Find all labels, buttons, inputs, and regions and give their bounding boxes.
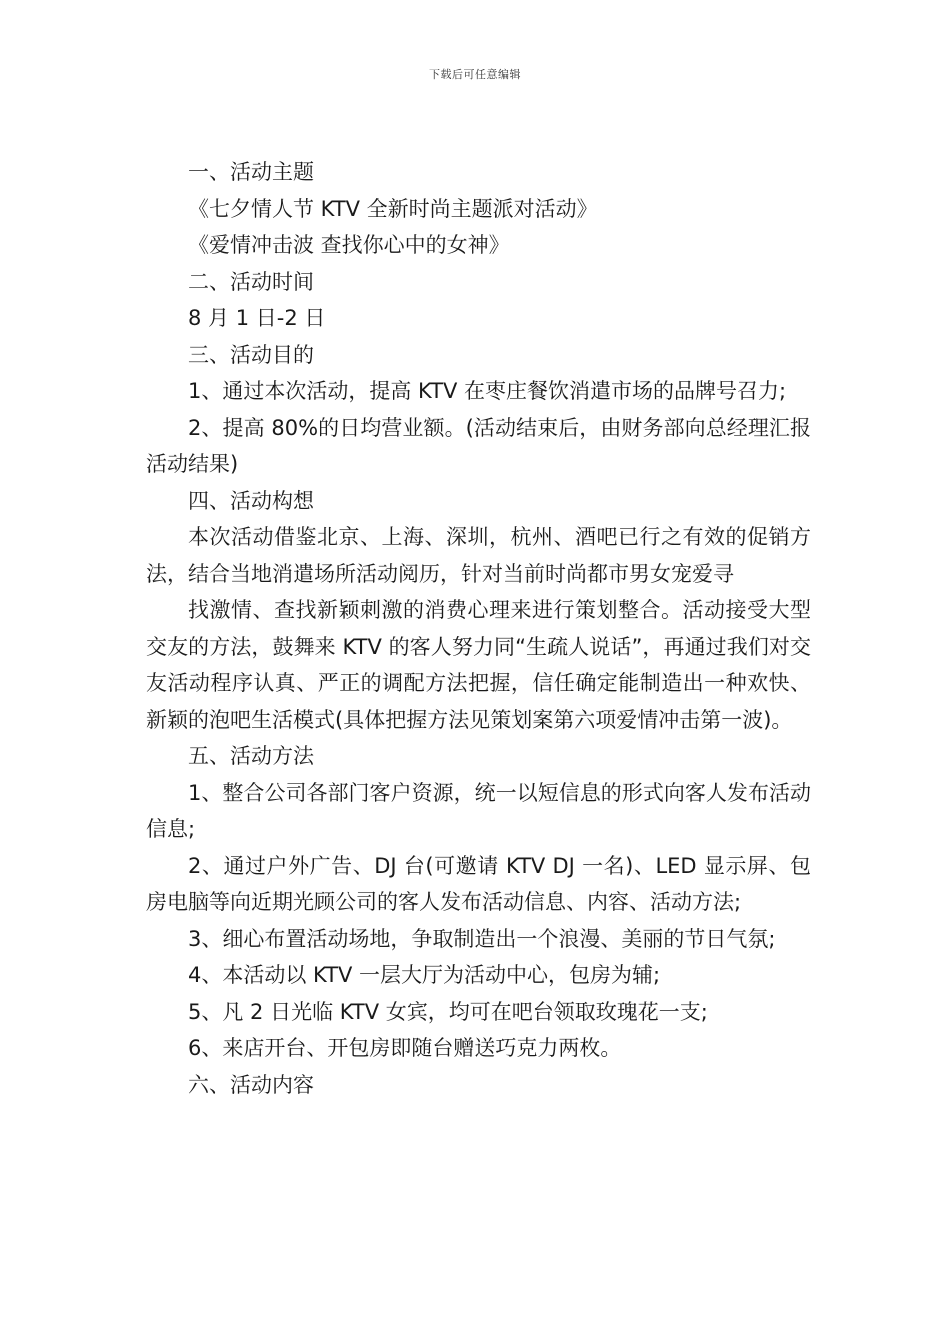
paragraph: 4、本活动以 KTV 一层大厅为活动中心，包房为辅;: [188, 963, 661, 987]
section-heading: 三、活动目的: [188, 342, 314, 367]
paragraph: 2、提高 80%的日均营业额。(活动结束后，由财务部向总经理汇报活动结果): [146, 415, 811, 476]
paragraph: 5、凡 2 日光临 KTV 女宾，均可在吧台领取玫瑰花一支;: [188, 999, 708, 1024]
document-body: [146, 154, 811, 1103]
paragraph: 《七夕情人节 KTV 全新时尚主题派对活动》: [188, 196, 598, 221]
paragraph: 8 月 1 日-2 日: [188, 306, 326, 330]
paragraph: 6、来店开台、开包房即随台赠送巧克力两枚。: [188, 1036, 622, 1060]
header-note: 下载后可任意编辑: [429, 68, 521, 81]
paragraph: 找激情、查找新颖刺激的消费心理来进行策划整合。活动接受大型交友的方法，鼓舞来 KTV 的客人努力同“生疏人说话”，再通过我们对交友活动程序认真、严正的调配方法把握，信任确定能制造出一种欢快、新颖的泡吧生活模式(具体把握方法见策划案第六项爱情冲击第一波)。: [146, 598, 811, 732]
section-heading: 六、活动内容: [188, 1072, 314, 1097]
paragraph: 1、通过本次活动，提高 KTV 在枣庄餐饮消遣市场的品牌号召力;: [188, 379, 787, 403]
section-heading: 五、活动方法: [188, 744, 314, 768]
paragraph: 3、细心布置活动场地，争取制造出一个浪漫、美丽的节日气氛;: [188, 926, 776, 951]
paragraph: 《爱情冲击波 查找你心中的女神》: [188, 233, 510, 257]
paragraph: 2、通过户外广告、DJ 台(可邀请 KTV DJ 一名)、LED 显示屏、包房电脑等向近期光顾公司的客人发布活动信息、内容、活动方法;: [146, 853, 811, 914]
section-heading: 一、活动主题: [188, 160, 314, 184]
section-heading: 四、活动构想: [188, 488, 314, 513]
section-heading: 二、活动时间: [188, 269, 314, 294]
paragraph: 本次活动借鉴北京、上海、深圳，杭州、酒吧已行之有效的促销方法，结合当地消遣场所活动阅历，针对当前时尚都市男女宠爱寻: [146, 525, 811, 586]
paragraph: 1、整合公司各部门客户资源，统一以短信息的形式向客人发布活动信息;: [146, 780, 811, 841]
